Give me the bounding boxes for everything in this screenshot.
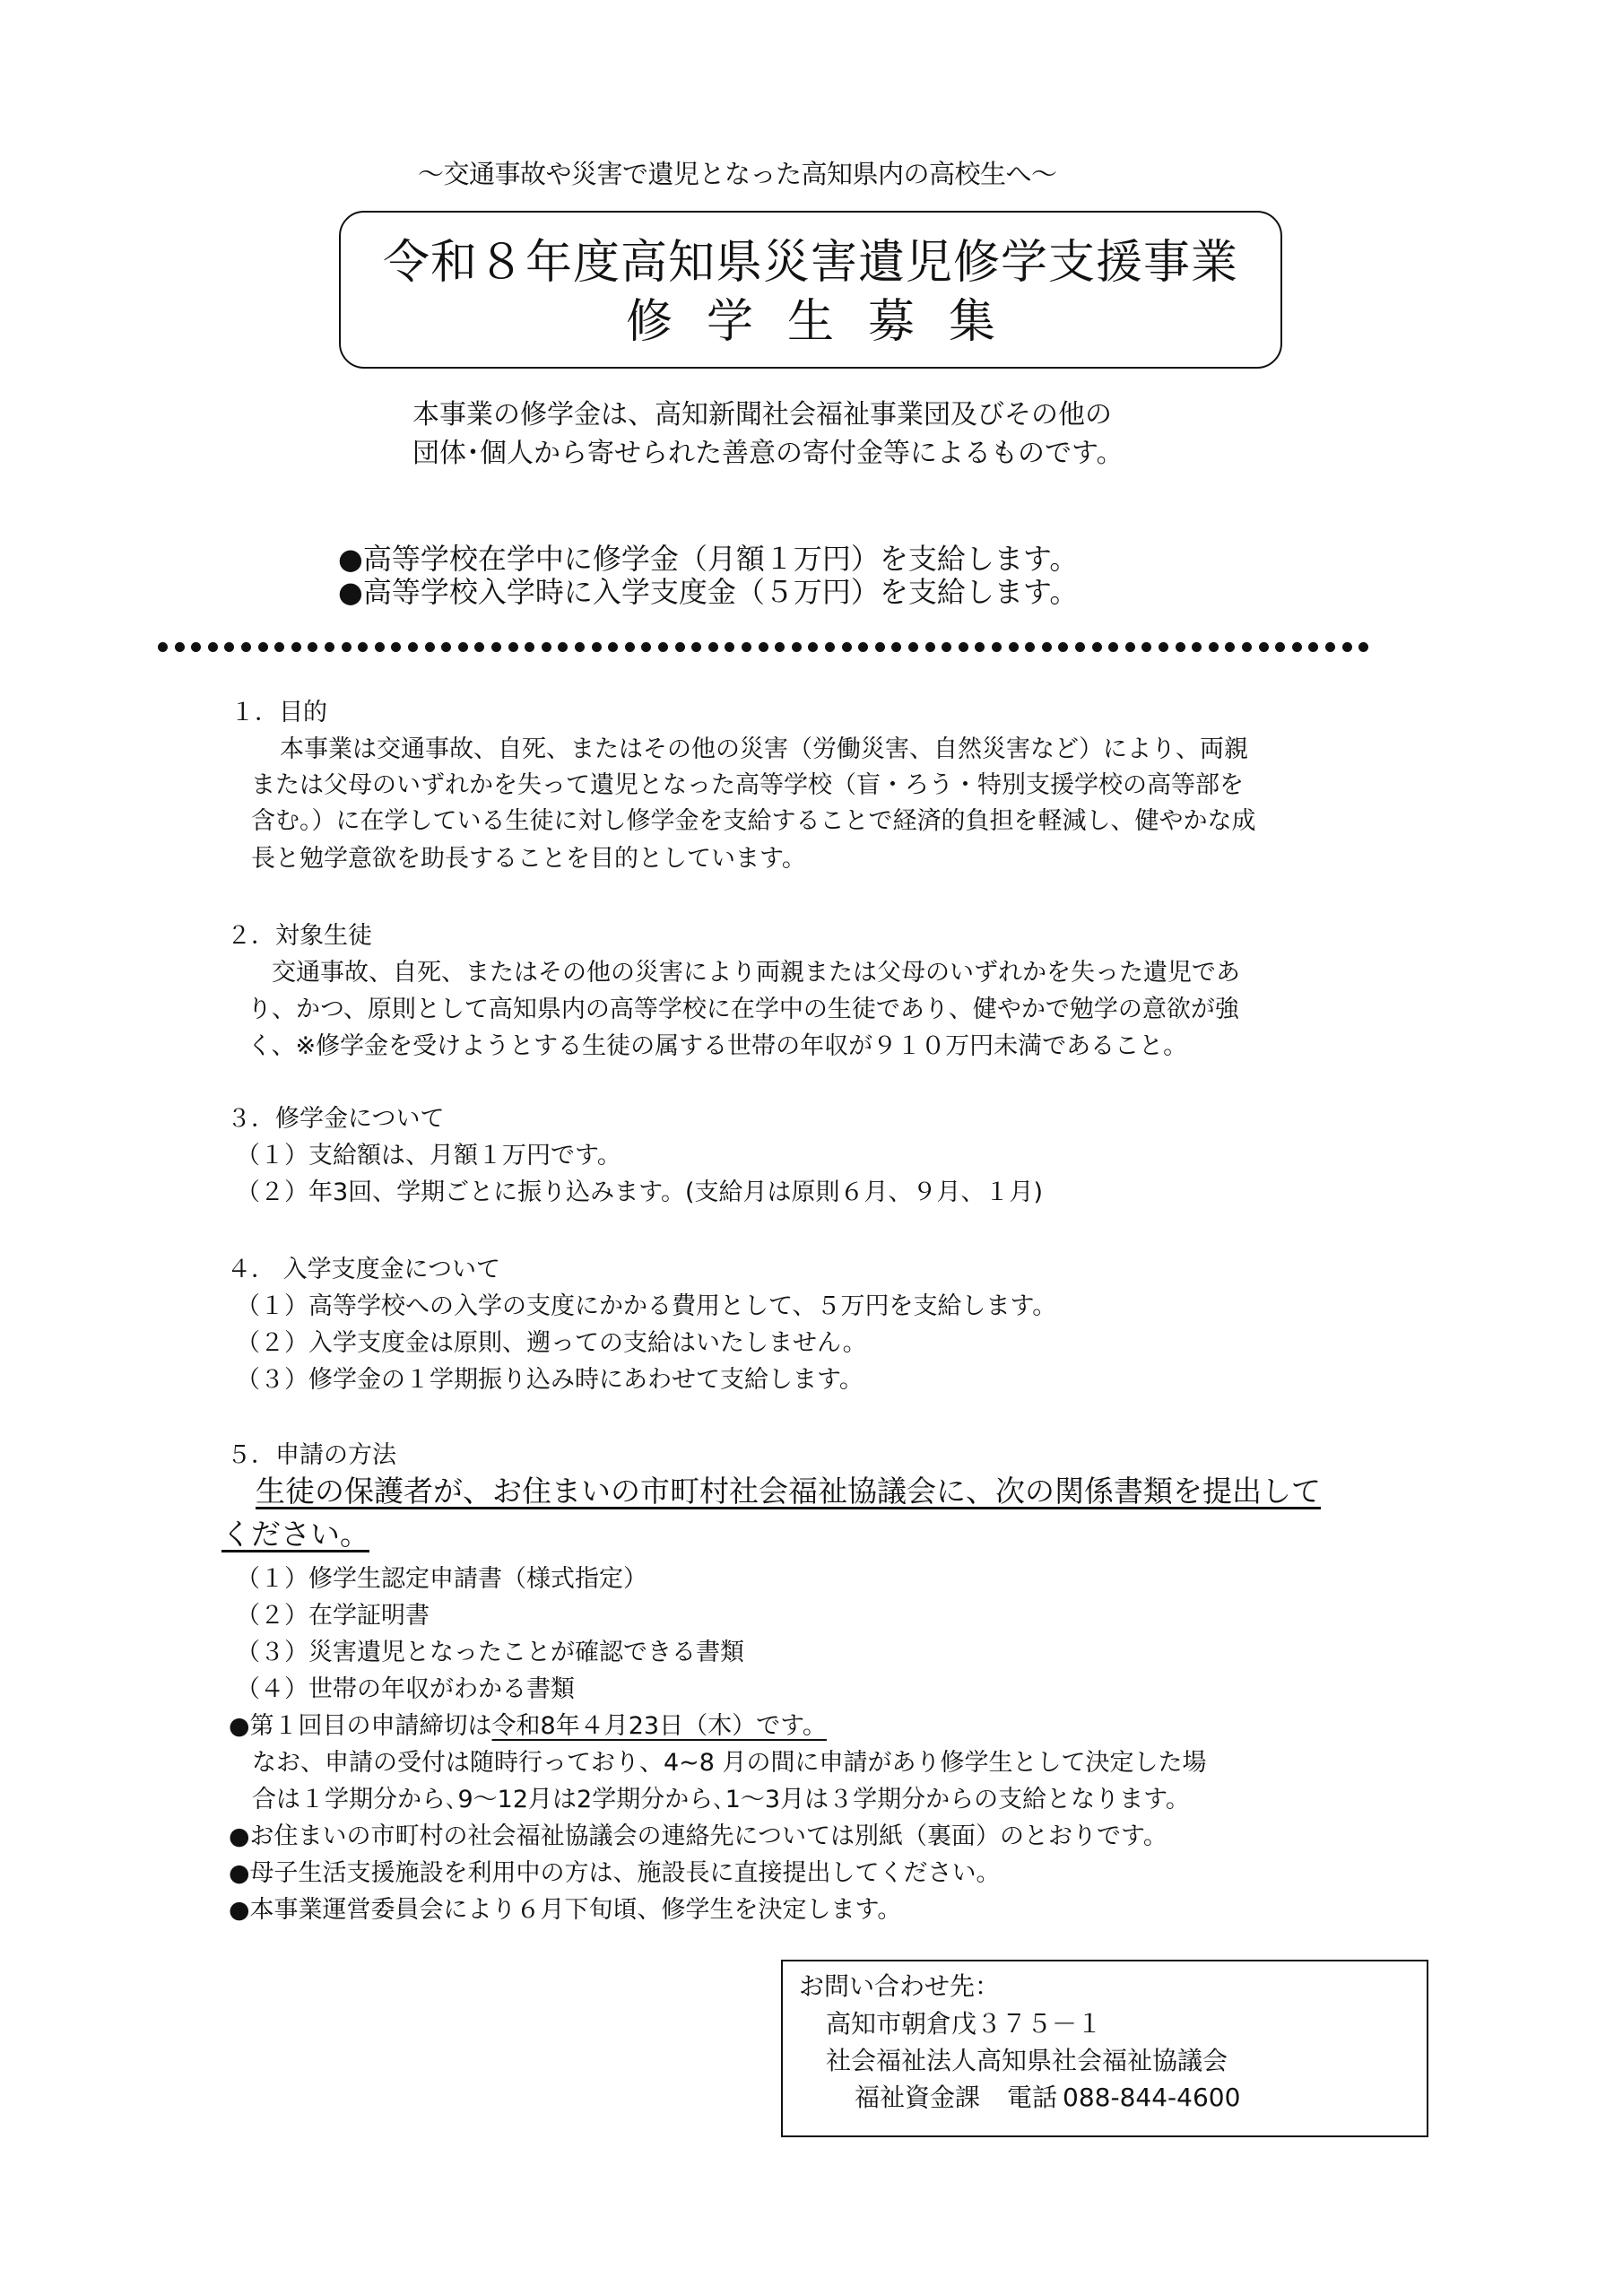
divider-dot — [808, 642, 818, 652]
divider-dot — [975, 642, 985, 652]
divider-dot — [525, 642, 534, 652]
divider-dot — [158, 642, 168, 652]
note-line: 合は１学期分から､9～12月は2学期分から､1～3月は３学期分からの支給となります。 — [252, 1786, 1190, 1813]
divider-dot — [942, 642, 951, 652]
divider-dot — [1092, 642, 1102, 652]
document-item: （４）世帯の年収がわかる書類 — [236, 1675, 575, 1703]
divider-dot — [375, 642, 385, 652]
divider-dot — [842, 642, 852, 652]
divider-dot — [1025, 642, 1035, 652]
divider-dot — [891, 642, 901, 652]
divider-dot — [1159, 642, 1168, 652]
divider-dot — [358, 642, 368, 652]
section-1-line: 長と勉学意欲を助長することを目的としています。 — [251, 845, 806, 873]
section-2-heading: ２．対象生徒 — [227, 922, 372, 950]
page-subtitle: 修学生募集 — [625, 295, 1029, 349]
document-item: （２）在学証明書 — [236, 1602, 430, 1630]
divider-dot — [1176, 642, 1185, 652]
divider-dot — [274, 642, 284, 652]
divider-dot — [241, 642, 251, 652]
section-4-item: （２）入学支度金は原則、遡っての支給はいたしません。 — [236, 1329, 867, 1357]
divider-dot — [775, 642, 785, 652]
intro-line-1: 本事業の修学金は、高知新聞社会福祉事業団及びその他の — [412, 399, 1112, 430]
divider-dot — [542, 642, 551, 652]
divider-dot — [224, 642, 234, 652]
deadline-line — [229, 1710, 827, 1743]
dotted-divider — [158, 642, 1383, 655]
divider-dot — [1042, 642, 1052, 652]
section-5-lead: ください。 — [221, 1517, 369, 1552]
section-3-item: （１）支給額は、月額１万円です。 — [236, 1142, 621, 1170]
section-1-line: または父母のいずれかを失って遺児となった高等学校（盲・ろう・特別支援学校の高等部を — [251, 771, 1244, 799]
contact-label: お問い合わせ先： — [799, 1971, 1001, 2001]
subtitle: ～交通事故や災害で遺児となった高知県内の高校生へ～ — [418, 159, 1057, 189]
section-3-heading: ３．修学金について — [227, 1105, 445, 1133]
section-4-item: （１）高等学校への入学の支度にかかる費用として、５万円を支給します。 — [236, 1292, 1057, 1320]
divider-dot — [575, 642, 585, 652]
divider-dot — [641, 642, 651, 652]
divider-dot — [175, 642, 185, 652]
divider-dot — [291, 642, 301, 652]
divider-dot — [625, 642, 635, 652]
contact-department: 福祉資金課 — [855, 2083, 981, 2112]
divider-dot — [1108, 642, 1118, 652]
divider-dot — [658, 642, 668, 652]
divider-dot — [1225, 642, 1235, 652]
contact-address: 高知市朝倉戊３７５－１ — [826, 2009, 1103, 2039]
divider-dot — [558, 642, 568, 652]
section-3-item: （２）年3回、学期ごとに振り込みます。(支給月は原則６月、９月、１月) — [236, 1178, 1044, 1206]
divider-dot — [1209, 642, 1219, 652]
divider-dot — [875, 642, 885, 652]
divider-dot — [1308, 642, 1318, 652]
divider-dot — [825, 642, 835, 652]
divider-dot — [308, 642, 317, 652]
divider-dot — [675, 642, 685, 652]
divider-dot — [474, 642, 484, 652]
section-4-heading: ４． 入学支度金について — [227, 1256, 501, 1283]
divider-dot — [425, 642, 435, 652]
document-item: （１）修学生認定申請書（様式指定） — [236, 1565, 647, 1593]
divider-dot — [1192, 642, 1202, 652]
divider-dot — [1358, 642, 1368, 652]
divider-dot — [391, 642, 401, 652]
section-1-heading: １．目的 — [230, 699, 327, 726]
info-bullet: ●本事業運営委員会により６月下旬頃、修学生を決定します。 — [229, 1896, 902, 1924]
divider-dot — [208, 642, 218, 652]
divider-dot — [258, 642, 268, 652]
page-title: 令和８年度高知県災害遺児修学支援事業 — [382, 236, 1238, 290]
divider-dot — [1342, 642, 1352, 652]
divider-dot — [1009, 642, 1019, 652]
divider-dot — [1325, 642, 1335, 652]
section-4-item: （３）修学金の１学期振り込み時にあわせて支給します。 — [236, 1366, 864, 1394]
divider-dot — [191, 642, 201, 652]
contact-phone[interactable]: 088-844-4600 — [1063, 2083, 1241, 2112]
divider-dot — [708, 642, 718, 652]
deadline-prefix: ●第１回目の申請締切は — [229, 1712, 492, 1740]
info-bullet: ●母子生活支援施設を利用中の方は、施設長に直接提出してください。 — [229, 1859, 1001, 1887]
divider-dot — [441, 642, 451, 652]
contact-phone-label: 電話 — [1007, 2083, 1058, 2112]
section-2-line: く、※修学金を受けようとする生徒の属する世帯の年収が９１０万円未満であること。 — [247, 1032, 1188, 1060]
section-2-line: 交通事故、自死、またはその他の災害により両親または父母のいずれかを失った遺児であ — [272, 959, 1240, 987]
divider-dot — [592, 642, 602, 652]
divider-dot — [608, 642, 618, 652]
divider-dot — [1141, 642, 1151, 652]
contact-organization: 社会福祉法人高知県社会福祉協議会 — [826, 2046, 1228, 2075]
divider-dot — [1242, 642, 1252, 652]
section-1-line: 含む。）に在学している生徒に対し修学金を支給することで経済的負担を軽減し、健やかな成 — [251, 807, 1256, 835]
info-bullet: ●お住まいの市町村の社会福祉協議会の連絡先については別紙（裏面）のとおりです。 — [229, 1822, 1167, 1850]
divider-dot — [858, 642, 868, 652]
contact-box — [781, 1960, 1428, 2137]
divider-dot — [458, 642, 468, 652]
divider-dot — [792, 642, 802, 652]
divider-dot — [1058, 642, 1068, 652]
divider-dot — [742, 642, 751, 652]
intro-line-2: 団体･個人から寄せられた善意の寄付金等によるものです。 — [412, 438, 1124, 469]
section-2-line: り、かつ、原則として高知県内の高等学校に在学中の生徒であり、健やかで勉学の意欲が強 — [247, 996, 1239, 1023]
divider-dot — [1259, 642, 1269, 652]
section-1-line: 本事業は交通事故、自死、またはその他の災害（労働災害、自然災害など）により、両親 — [280, 735, 1248, 763]
divider-dot — [759, 642, 768, 652]
divider-dot — [992, 642, 1002, 652]
note-line: なお、申請の受付は随時行っており、4~8 月の間に申請があり修学生として決定した場 — [252, 1749, 1207, 1777]
divider-dot — [342, 642, 352, 652]
divider-dot — [925, 642, 935, 652]
section-5-heading: ５．申請の方法 — [227, 1441, 396, 1469]
deadline-date: 令和8年４月23日（木）です。 — [491, 1712, 827, 1740]
title-box — [339, 211, 1282, 369]
divider-dot — [1125, 642, 1135, 652]
divider-dot — [691, 642, 701, 652]
divider-dot — [1075, 642, 1085, 652]
section-5-lead: 生徒の保護者が、お住まいの市町村社会福祉協議会に、次の関係書類を提出して — [256, 1474, 1321, 1509]
divider-dot — [725, 642, 734, 652]
contact-phone-line — [855, 2082, 1240, 2114]
highlight-entrance: ●高等学校入学時に入学支度金（５万円）を支給します。 — [338, 575, 1079, 609]
divider-dot — [491, 642, 501, 652]
divider-dot — [1275, 642, 1285, 652]
divider-dot — [508, 642, 518, 652]
divider-dot — [408, 642, 418, 652]
document-item: （３）災害遺児となったことが確認できる書類 — [236, 1639, 744, 1666]
divider-dot — [959, 642, 968, 652]
divider-dot — [908, 642, 918, 652]
divider-dot — [1292, 642, 1302, 652]
divider-dot — [325, 642, 334, 652]
highlight-monthly: ●高等学校在学中に修学金（月額１万円）を支給します。 — [338, 542, 1079, 576]
